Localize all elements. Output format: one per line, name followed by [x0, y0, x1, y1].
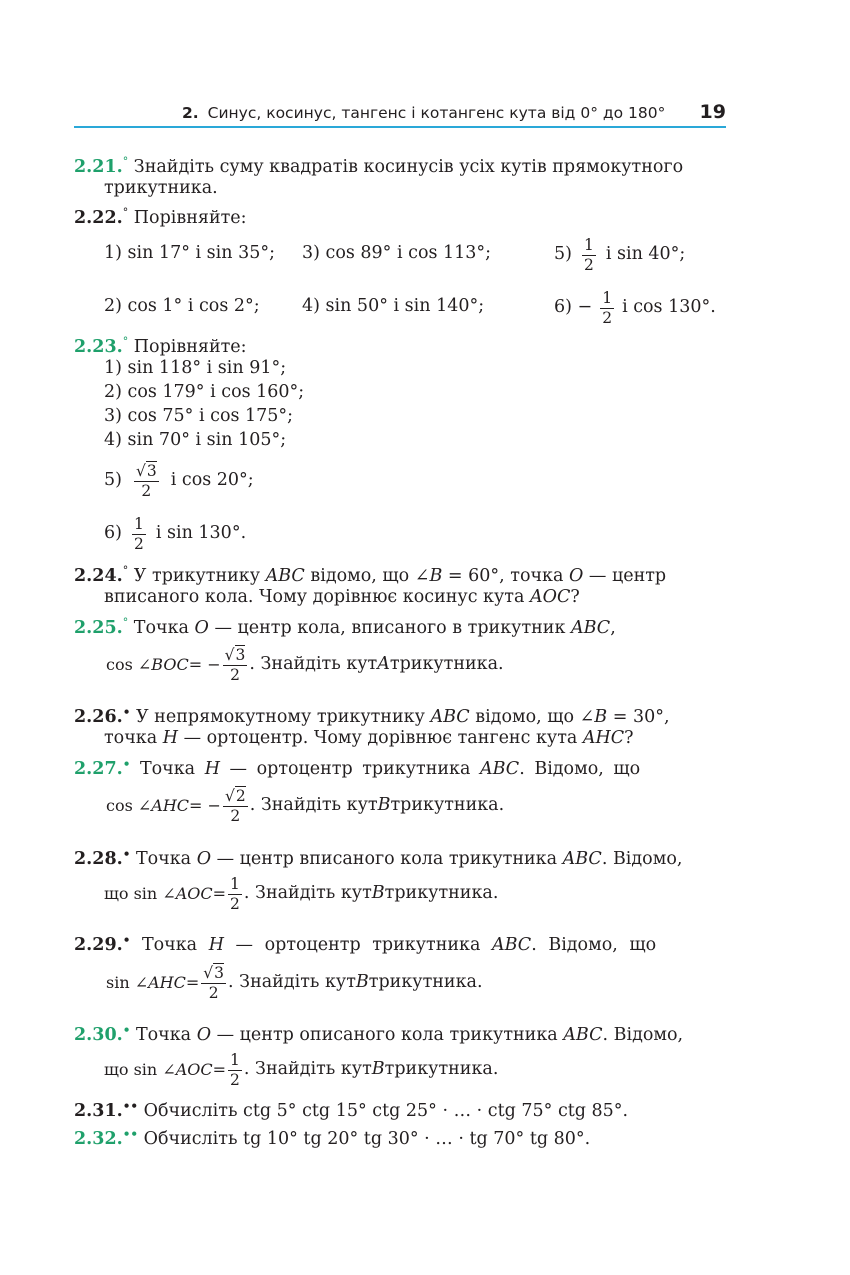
page-header — [74, 98, 726, 128]
text: cos ∠ — [106, 796, 152, 815]
problem-2-21-line2: трикутника. — [104, 178, 218, 198]
difficulty-mark: ° — [122, 155, 129, 168]
text: sin ∠ — [106, 973, 149, 992]
fraction — [134, 463, 159, 499]
item-3: 3) cos 75° і cos 175°; — [104, 406, 294, 426]
item-label: 6) — [104, 523, 122, 544]
fraction — [600, 290, 614, 326]
problem-2-28-equation — [104, 870, 498, 918]
var: BOC — [151, 655, 189, 674]
var: B — [429, 566, 443, 586]
item-label: 6) − — [554, 297, 593, 318]
var: AHC — [151, 796, 190, 815]
var: A — [377, 654, 390, 675]
var: O — [196, 1025, 212, 1045]
text: = — [212, 1060, 227, 1079]
item-2: 2) cos 1° і cos 2°; — [104, 296, 260, 316]
var: B — [355, 972, 369, 993]
difficulty-mark: •• — [122, 1127, 139, 1141]
difficulty-mark: • — [122, 757, 131, 771]
radicand: 2 — [235, 787, 246, 806]
problem-number: 2.23. — [74, 337, 123, 357]
item-5 — [104, 456, 254, 506]
fraction — [223, 788, 248, 824]
var: B — [371, 1059, 385, 1080]
text: трикутника. — [368, 972, 483, 993]
difficulty-mark: ° — [122, 335, 129, 348]
text: Точка — [135, 849, 197, 869]
item-text: і cos 130°. — [622, 297, 716, 318]
problem-2-21 — [74, 156, 683, 177]
fraction — [201, 965, 226, 1001]
var: AHC — [582, 728, 625, 748]
item-4: 4) sin 50° і sin 140°; — [302, 296, 485, 316]
text: . Знайдіть кут — [249, 654, 378, 675]
denominator: 2 — [602, 308, 613, 327]
item-6 — [104, 512, 246, 556]
problem-2-28 — [74, 848, 682, 869]
text: — ортоцентр трикутника — [219, 759, 480, 779]
problem-text: Знайдіть суму квадратів косинусів усіх кутів прямокутного — [133, 157, 684, 177]
difficulty-mark: • — [122, 1023, 131, 1037]
problem-text: Порівняйте: — [133, 337, 247, 357]
var: H — [162, 728, 178, 748]
text: . Знайдіть кут — [249, 795, 378, 816]
problem-text: Обчисліть ctg 5° ctg 15° ctg 25° · … · ctg 75° ctg 85°. — [143, 1101, 629, 1121]
problem-number: 2.24. — [74, 566, 123, 586]
text: . Відомо, що — [531, 935, 657, 955]
problem-2-24 — [74, 565, 666, 586]
problem-number: 2.27. — [74, 759, 123, 779]
var: AOC — [529, 587, 571, 607]
text: — центр кола, вписаного в трикутник — [208, 618, 571, 638]
text: трикутника. — [389, 654, 504, 675]
fraction — [228, 876, 242, 912]
text: що sin ∠ — [104, 884, 176, 903]
text: Точка — [139, 759, 205, 779]
text: = 30°, — [607, 707, 670, 727]
chapter-title — [182, 104, 665, 122]
problem-number: 2.25. — [74, 618, 123, 638]
numerator: 1 — [133, 515, 144, 534]
text: = − — [189, 796, 221, 815]
text: ? — [570, 587, 580, 607]
item-4: 4) sin 70° і sin 105°; — [104, 430, 287, 450]
var: ABC — [562, 849, 602, 869]
problem-2-32 — [74, 1128, 590, 1149]
problem-2-25-equation — [106, 640, 504, 690]
difficulty-mark: • — [122, 933, 131, 947]
var: ABC — [570, 618, 611, 638]
text: У трикутнику — [133, 566, 266, 586]
difficulty-mark: ° — [122, 616, 129, 629]
item-5 — [554, 234, 685, 276]
text: Точка — [133, 618, 195, 638]
radicand: 3 — [235, 646, 246, 665]
text: точка — [104, 728, 163, 748]
denominator: 2 — [133, 534, 144, 553]
difficulty-mark: •• — [122, 1099, 139, 1113]
text: — центр описаного кола трикутника — [211, 1025, 564, 1045]
var: O — [568, 566, 584, 586]
text: У непрямокутному трикутнику — [135, 707, 431, 727]
numerator — [223, 788, 248, 806]
text: . Відомо, — [602, 1025, 684, 1045]
denominator: 2 — [230, 1070, 240, 1089]
denominator: 2 — [230, 894, 240, 913]
fraction — [132, 516, 146, 552]
text: = − — [188, 655, 221, 674]
var: ABC — [491, 935, 532, 955]
numerator — [201, 965, 226, 983]
numerator — [134, 463, 159, 481]
problem-number: 2.32. — [74, 1129, 123, 1149]
text: — центр — [583, 566, 667, 586]
text: відомо, що ∠ — [304, 566, 430, 586]
sqrt-sign: √ — [135, 462, 146, 481]
item-label: 5) — [554, 244, 572, 265]
fraction — [228, 1052, 242, 1088]
numerator: 1 — [602, 289, 613, 308]
text: . Відомо, — [601, 849, 683, 869]
var: ABC — [430, 707, 470, 727]
denominator: 2 — [141, 481, 152, 500]
text: . Відомо, що — [519, 759, 641, 779]
text: що sin ∠ — [104, 1060, 176, 1079]
text: — ортоцентр. Чому дорівнює тангенс кута — [178, 728, 583, 748]
text: трикутника. — [390, 795, 505, 816]
problem-number: 2.30. — [74, 1025, 123, 1045]
var: B — [377, 795, 391, 816]
problem-2-23 — [74, 336, 247, 357]
text: cos ∠ — [106, 655, 152, 674]
var: AOC — [175, 884, 213, 903]
problem-2-25 — [74, 617, 616, 638]
text: трикутника. — [384, 1059, 499, 1080]
numerator: 1 — [230, 875, 240, 894]
problem-2-30 — [74, 1024, 683, 1045]
text: відомо, що ∠ — [469, 707, 595, 727]
problem-number: 2.29. — [74, 935, 123, 955]
denominator: 2 — [230, 806, 241, 825]
sqrt-sign: √ — [224, 787, 235, 806]
var: B — [371, 883, 385, 904]
radicand: 3 — [214, 964, 225, 983]
denominator: 2 — [583, 255, 594, 274]
problem-2-22 — [74, 207, 247, 228]
item-6 — [554, 286, 716, 330]
text: = — [212, 884, 227, 903]
problem-number: 2.31. — [74, 1101, 123, 1121]
text: ? — [624, 728, 634, 748]
problem-2-30-equation — [104, 1046, 498, 1094]
var: B — [594, 707, 608, 727]
var: H — [204, 759, 220, 779]
var: O — [194, 618, 209, 638]
var: AOC — [175, 1060, 213, 1079]
var: ABC — [563, 1025, 603, 1045]
denominator: 2 — [230, 665, 240, 684]
item-3: 3) cos 89° і cos 113°; — [302, 243, 492, 263]
var: O — [196, 849, 212, 869]
numerator — [223, 647, 248, 665]
chapter-number: 2. — [182, 104, 199, 122]
text: вписаного кола. Чому дорівнює косинус кута — [104, 587, 530, 607]
text: , — [610, 618, 616, 638]
problem-2-24-line2 — [104, 589, 580, 607]
item-1: 1) sin 118° і sin 91°; — [104, 358, 287, 378]
sqrt-sign: √ — [224, 646, 235, 665]
problem-text: Обчисліть tg 10° tg 20° tg 30° · … · tg 70° tg 80°. — [143, 1129, 591, 1149]
text: . Знайдіть кут — [243, 1059, 372, 1080]
problem-2-27-equation — [106, 781, 504, 831]
item-text: і sin 130°. — [155, 523, 247, 544]
problem-2-29-equation — [106, 957, 483, 1009]
difficulty-mark: • — [122, 847, 131, 861]
text: — центр вписаного кола трикутника — [211, 849, 563, 869]
problem-2-31 — [74, 1100, 628, 1121]
numerator: 1 — [583, 236, 594, 255]
item-2: 2) cos 179° і cos 160°; — [104, 382, 305, 402]
item-text: і sin 40°; — [605, 244, 686, 265]
text: . Знайдіть кут — [228, 972, 356, 993]
problem-text: Порівняйте: — [133, 208, 247, 228]
problem-2-29 — [74, 934, 656, 955]
problem-2-26-line2 — [104, 730, 634, 748]
page-number: 19 — [699, 101, 726, 123]
text: трикутника. — [384, 883, 499, 904]
item-1: 1) sin 17° і sin 35°; — [104, 243, 276, 263]
text: Точка — [141, 935, 209, 955]
problem-number: 2.21. — [74, 157, 123, 177]
text: = — [185, 973, 200, 992]
difficulty-mark: • — [122, 705, 131, 719]
radicand: 3 — [146, 462, 157, 481]
text: . Знайдіть кут — [243, 883, 372, 904]
text: — ортоцентр трикутника — [223, 935, 492, 955]
fraction — [582, 237, 596, 273]
fraction — [223, 647, 248, 683]
denominator: 2 — [208, 983, 219, 1002]
text: = 60°, точка — [442, 566, 569, 586]
problem-number: 2.26. — [74, 707, 123, 727]
numerator: 1 — [230, 1051, 240, 1070]
var: ABC — [479, 759, 520, 779]
sqrt-sign: √ — [203, 964, 214, 983]
problem-number: 2.28. — [74, 849, 123, 869]
text: Точка — [135, 1025, 197, 1045]
chapter-title-text: Синус, косинус, тангенс і котангенс кута від 0° до 180° — [207, 104, 666, 122]
var: AHC — [148, 973, 186, 992]
problem-number: 2.22. — [74, 208, 123, 228]
var: H — [208, 935, 224, 955]
problem-2-27 — [74, 758, 640, 779]
difficulty-mark: ° — [122, 564, 129, 577]
problem-2-26 — [74, 706, 670, 727]
item-text: і cos 20°; — [170, 470, 254, 491]
var: ABC — [265, 566, 305, 586]
difficulty-mark: ° — [122, 206, 129, 219]
item-label: 5) — [104, 470, 122, 491]
